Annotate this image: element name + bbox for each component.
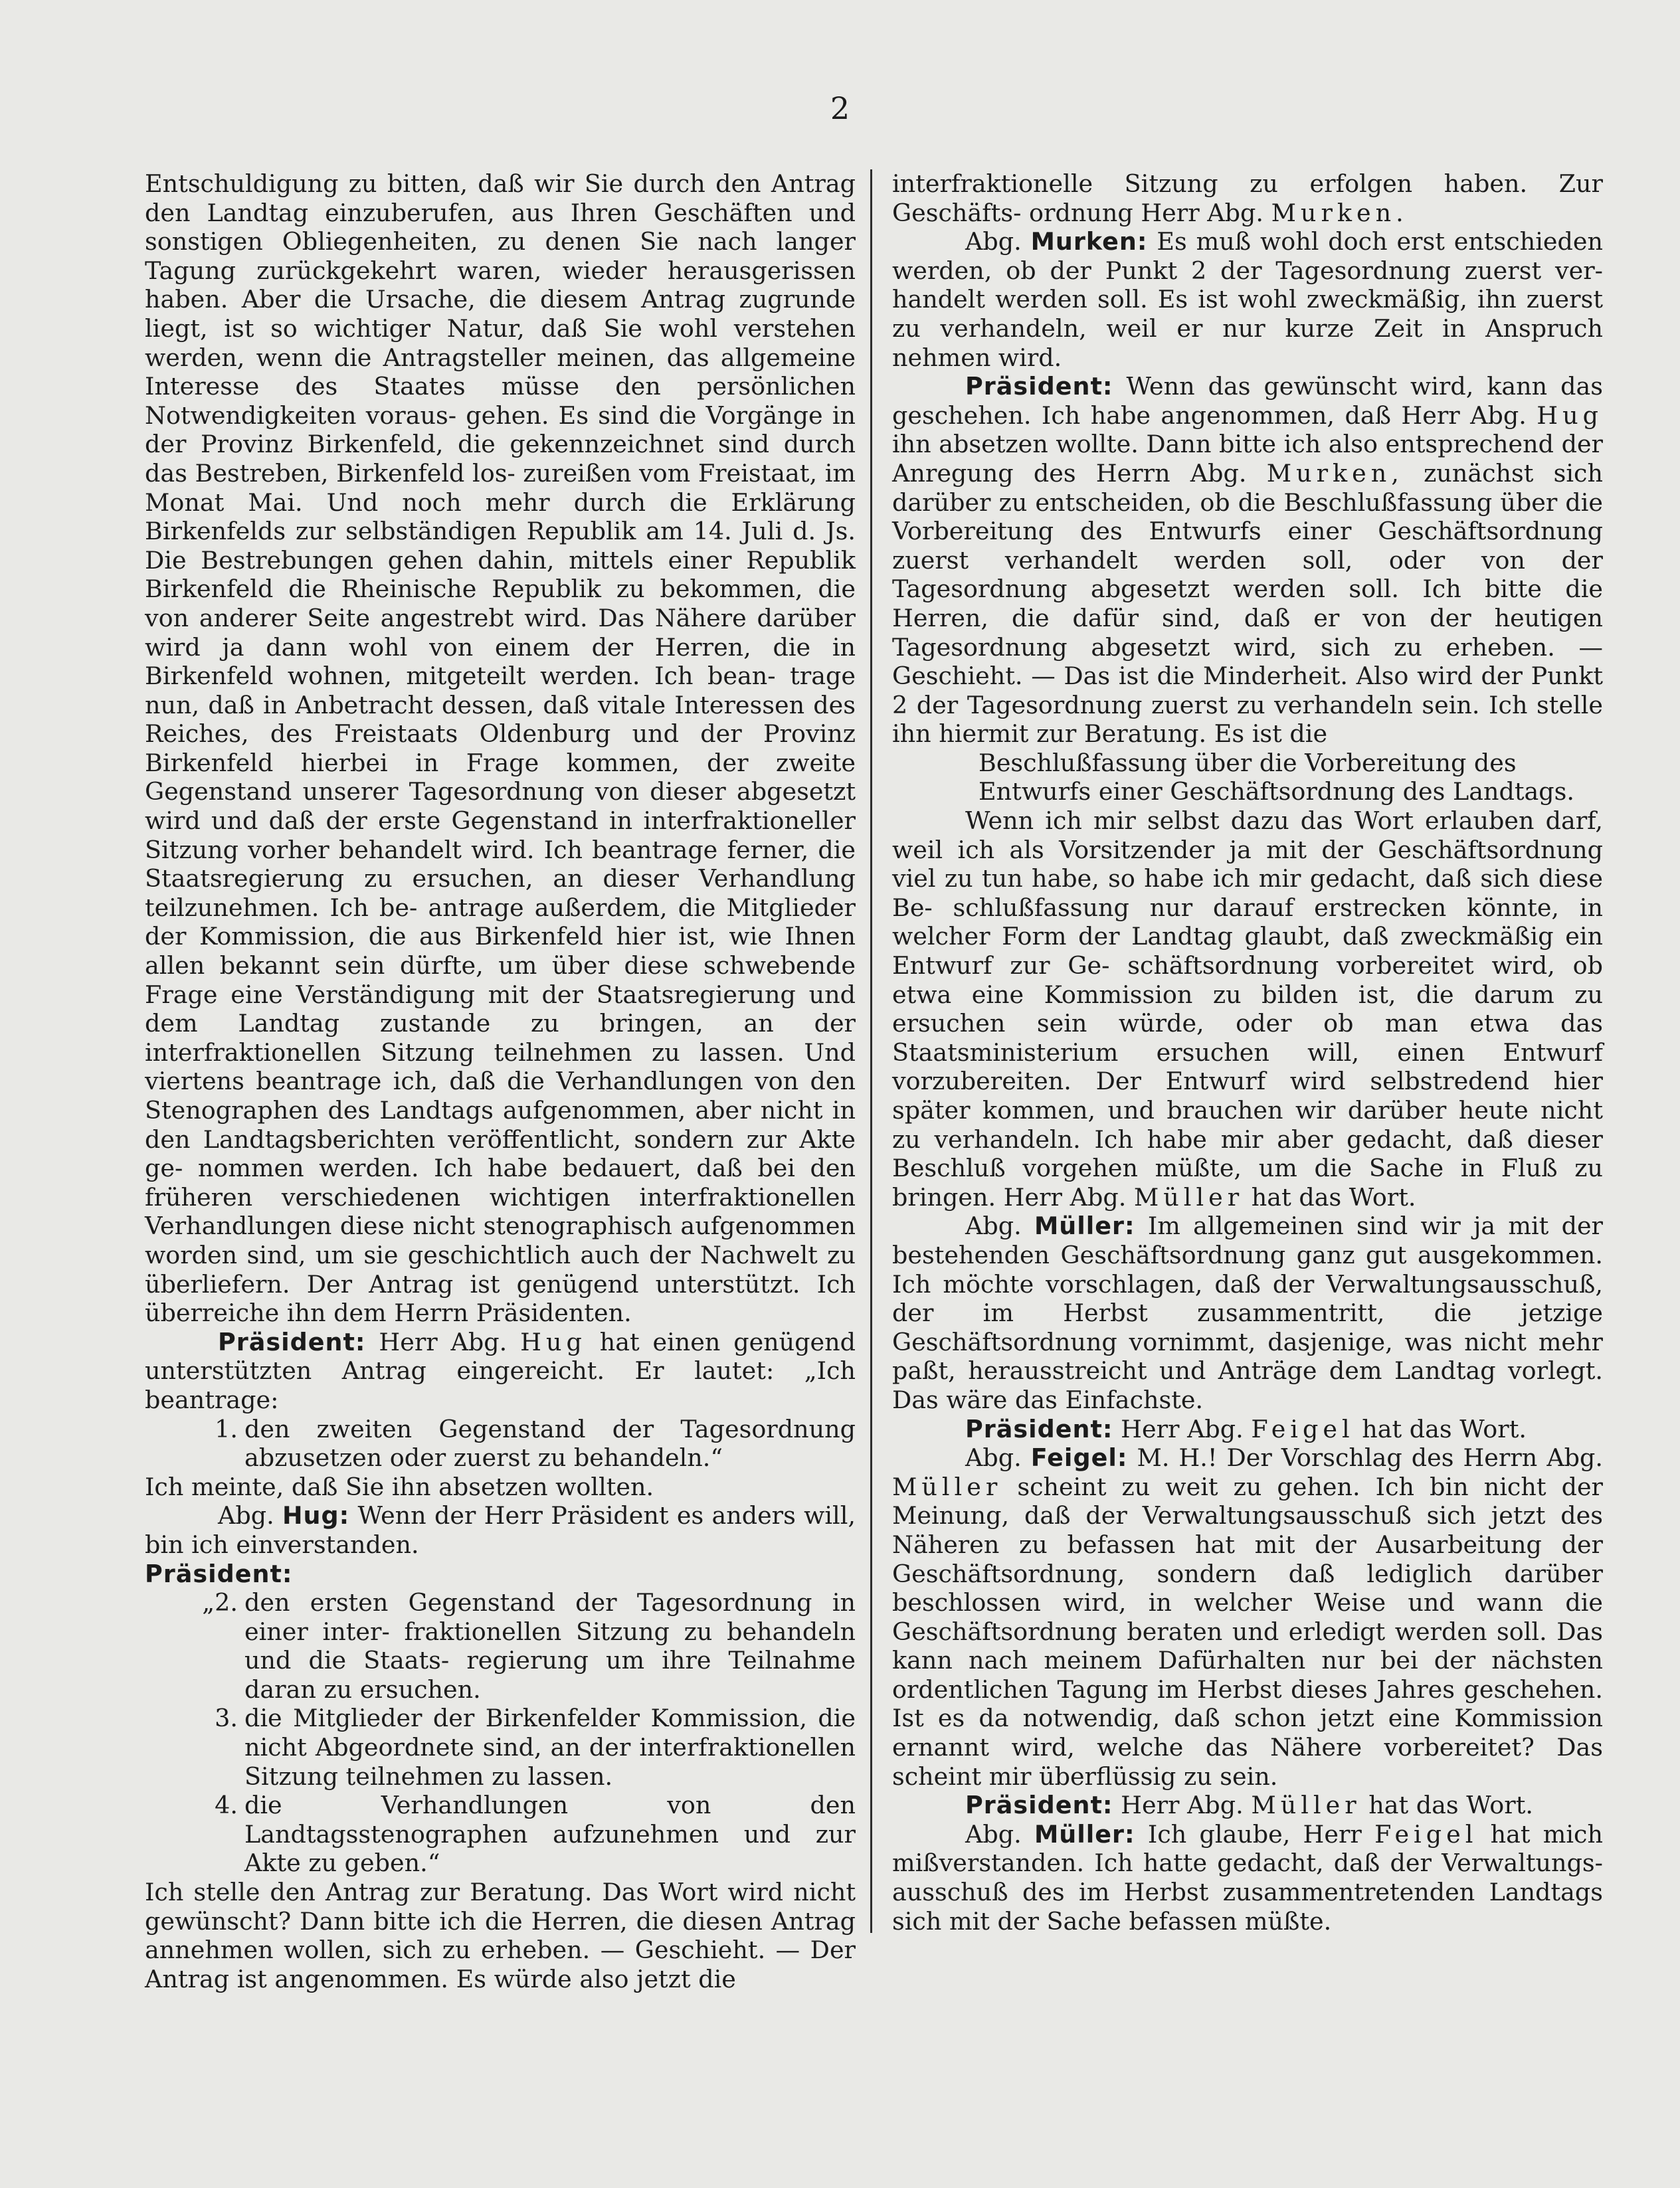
speaker-label: Müller: <box>1034 1212 1135 1241</box>
paragraph-president-1 <box>892 372 1603 749</box>
text-segment: zunächst sich darüber zu entscheiden, ob die Beschlußfassung über die Vorbereitung des Entwurfs einer Geschäftsordnung zuerst verhandelt werden soll, oder von der Tagesordnung abgesetzt werden soll. Ich bitte die Herren, die dafür sind, daß er von der heutigen Tagesordnung abgesetzt wird, sich zu erheben. — Geschieht. — Das ist die Minderheit. Also wird der Punkt 2 der Tagesordnung zuerst zu verhandeln sein. Ich stelle ihn hiermit zur Beratung. Es ist die <box>892 458 1603 749</box>
member-name: Murken, <box>1266 458 1404 488</box>
left-column <box>145 169 856 1993</box>
text-segment: hat das Wort. <box>1362 1414 1527 1443</box>
page-number: 2 <box>830 90 850 126</box>
motion-list-2 <box>145 1588 856 1878</box>
paragraph-hug-reply <box>145 1501 856 1559</box>
text-segment: hat mich mißverstanden. Ich hatte gedacht, daß der Verwaltungs- ausschuß des im Herbst zusammentretenden Landtags sich mit der Sache befassen müßte. <box>892 1819 1604 1936</box>
abg-label: Abg. <box>965 1819 1022 1849</box>
speaker-label: Murken: <box>1030 227 1148 256</box>
text-segment: interfraktionelle Sitzung zu erfolgen haben. Zur Geschäfts- ordnung Herr Abg. <box>892 169 1603 227</box>
text-segment: Im allgemeinen sind wir ja mit der bestehenden Geschäftsordnung ganz gut ausgekommen. Ich möchte vorschlagen, daß der Verwaltungsausschuß, der im Herbst zusammentritt, die jetzige Geschäftsordnung vornimmt, dasjenige, was nicht mehr paßt, herausstreicht und Anträge dem Landtag vorlegt. Das wäre das Einfachste. <box>892 1212 1604 1414</box>
member-name: Hug <box>520 1327 587 1356</box>
list-text: den zweiten Gegenstand der Tagesordnung abzusetzen oder zuerst zu behandeln.“ <box>244 1414 856 1473</box>
text-segment: Herr Abg. <box>379 1327 508 1356</box>
text-segment: Wenn das gewünscht wird, kann das geschehen. Ich habe angenommen, daß Herr Abg. <box>892 372 1603 430</box>
right-column <box>892 169 1603 1936</box>
list-number: 4. <box>215 1791 238 1820</box>
speaker-label: Präsident: <box>965 1414 1113 1443</box>
member-name: Feigel <box>1251 1414 1354 1443</box>
speaker-label: Präsident: <box>218 1327 366 1356</box>
paragraph-murken <box>892 227 1603 372</box>
paragraph-mueller-1 <box>892 1212 1603 1414</box>
member-name: Müller <box>892 1472 1002 1501</box>
list-item <box>145 1704 856 1791</box>
text-segment: Ich glaube, Herr <box>1147 1819 1362 1849</box>
paragraph-president-3 <box>892 1415 1603 1444</box>
paragraph-hug-speech: Entschuldigung zu bitten, daß wir Sie durch den Antrag den Landtag einzuberufen, aus Ihren Geschäften und sonstigen Obliegenheiten, zu denen Sie nach langer Tagung zurückgekehrt waren, wieder herausgerissen haben. Aber die Ursache, die diesem Antrag zugrunde liegt, ist so wichtiger Natur, daß Sie wohl verstehen werden, wenn die Antragsteller meinen, das allgemeine Interesse des Staates müsse den persönlichen Notwendigkeiten voraus- gehen. Es sind die Vorgänge in der Provinz Birkenfeld, die gekennzeichnet sind durch das Bestreben, Birkenfeld los- zureißen vom Freistaat, im Monat Mai. Und noch mehr durch die Erklärung Birkenfelds zur selbständigen Republik am 14. Juli d. Js. Die Bestrebungen gehen dahin, mittels einer Republik Birkenfeld die Rheinische Republik zu bekommen, die von anderer Seite angestrebt wird. Das Nähere darüber wird ja dann wohl von einem der Herren, die in Birkenfeld wohnen, mitgeteilt werden. Ich bean- trage nun, daß in Anbetracht dessen, daß vitale Interessen des Reiches, des Freistaats Oldenburg und der Provinz Birkenfeld hierbei in Frage kommen, der zweite Gegenstand unserer Tagesordnung von dieser abgesetzt wird und daß der erste Gegenstand in interfraktioneller Sitzung vorher behandelt wird. Ich beantrage ferner, die Staatsregierung zu ersuchen, an dieser Verhandlung teilzunehmen. Ich be- antrage außerdem, die Mitglieder der Kommission, die aus Birkenfeld hier ist, wie Ihnen allen bekannt sein dürfte, um über diese schwebende Frage eine Verständigung mit der Staatsregierung und dem Landtag zustande zu bringen, an der interfraktionellen Sitzung teilnehmen zu lassen. Und viertens beantrage ich, daß die Verhandlungen von den Stenographen des Landtags aufgenommen, aber nicht in den Landtagsberichten veröffentlicht, sondern zur Akte ge- nommen werden. Ich habe bedauert, daß bei den früheren verschiedenen wichtigen interfraktionellen Verhandlungen diese nicht stenographisch aufgenommen worden sind, um sie geschichtlich auch der Nachwelt zu überliefern. Der Antrag ist genügend unterstützt. Ich überreiche ihn dem Herrn Präsidenten. <box>145 169 856 1328</box>
abg-label: Abg. <box>965 1212 1022 1241</box>
list-number: 1. <box>215 1414 238 1443</box>
abg-label: Abg. <box>965 1443 1022 1473</box>
text-segment: Wenn der Herr Präsident es anders will, bin ich einverstanden. <box>145 1501 856 1559</box>
abg-label: Abg. <box>965 227 1022 256</box>
text-segment: Herr Abg. <box>1121 1791 1244 1820</box>
motion-list-1 <box>145 1415 856 1473</box>
list-text: den ersten Gegenstand der Tagesordnung in einer inter- fraktionellen Sitzung zu behandeln und die Staats- regierung um ihre Teilnahme daran zu ersuchen. <box>244 1588 856 1704</box>
text-segment: hat das Wort. <box>1251 1182 1416 1212</box>
text-segment: Wenn ich mir selbst dazu das Wort erlauben darf, weil ich als Vorsitzender ja mit der Geschäftsordnung viel zu tun habe, so habe ich mir gedacht, daß sich diese Be- schlußfassung nur darauf erstrecken könnte, in welcher Form der Landtag glaubt, daß zweckmäßig ein Entwurf zur Ge- schäftsordnung vorbereitet wird, ob etwa eine Kommission zu bilden ist, die darum zu ersuchen sein würde, oder ob man etwa das Staatsministerium ersuchen will, einen Entwurf vorzubereiten. Der Entwurf wird selbstredend hier später kommen, und brauchen wir darüber heute nicht zu verhandeln. Ich habe mir aber gedacht, daß dieser Beschluß vorgehen müßte, um die Sache in Fluß zu bringen. Herr Abg. <box>892 806 1603 1212</box>
paragraph-continuation <box>892 169 1603 227</box>
member-name: Hug <box>1537 401 1603 430</box>
text-segment: Herr Abg. <box>1121 1414 1244 1443</box>
text-segment: scheint zu weit zu gehen. Ich bin nicht der Meinung, daß der Verwaltungsausschuß sich jetzt des Näheren zu befassen hat mit der Ausarbeitung der Geschäftsordnung, sondern daß lediglich darüber beschlossen wird, in welcher Weise und wann die Geschäftsordnung beraten und erledigt werden soll. Das kann nach meinem Dafürhalten nur bei der nächsten ordentlichen Tagung im Herbst dieses Jahres geschehen. Ist es da notwendig, daß schon jetzt eine Kommission ernannt wird, welche das Nähere vorbereitet? Das scheint mir überflüssig zu sein. <box>892 1472 1604 1791</box>
paragraph-president-remark: Ich meinte, daß Sie ihn absetzen wollten. <box>145 1472 654 1501</box>
speaker-label: Müller: <box>1034 1819 1135 1849</box>
speaker-label: Präsident: <box>965 1791 1113 1820</box>
speaker-label: Feigel: <box>1030 1443 1128 1473</box>
list-item <box>145 1791 856 1878</box>
member-name: Müller <box>1133 1182 1244 1212</box>
paragraph-president-vote: Ich stelle den Antrag zur Beratung. Das Wort wird nicht gewünscht? Dann bitte ich die Herren, die diesen Antrag annehmen wollen, sich zu erheben. — Geschieht. — Der Antrag ist angenommen. Es würde also jetzt die <box>145 1878 856 1993</box>
abg-label: Abg. <box>218 1501 274 1530</box>
member-name: Feigel <box>1374 1819 1478 1849</box>
agenda-item: Beschlußfassung über die Vorbereitung des Entwurfs einer Geschäftsordnung des Landtags. <box>979 748 1574 806</box>
text-segment: hat das Wort. <box>1368 1791 1533 1820</box>
paragraph-president-4 <box>892 1791 1603 1820</box>
text-segment: ihn absetzen wollte. Dann bitte ich also entsprechend der Anregung des Herrn Abg. <box>892 430 1603 488</box>
list-item <box>145 1415 856 1473</box>
list-text: die Verhandlungen von den Landtagsstenographen aufzunehmen und zur Akte zu geben.“ <box>244 1791 856 1878</box>
text-segment: Es muß wohl doch erst entschieden werden, ob der Punkt 2 der Tagesordnung zuerst ver- handelt werden soll. Es ist wohl zweckmäßig, ihn zuerst zu verhandeln, weil er nur kurze Zeit in Anspruch nehmen wird. <box>892 227 1603 372</box>
paragraph-mueller-2 <box>892 1820 1603 1936</box>
speaker-label: Präsident: <box>965 372 1113 401</box>
list-number: „2. <box>202 1588 238 1617</box>
list-item <box>145 1588 856 1704</box>
member-name: Müller <box>1251 1791 1361 1820</box>
list-number: 3. <box>215 1704 238 1733</box>
paragraph-president-motion <box>145 1328 856 1415</box>
column-divider <box>870 169 872 1933</box>
list-text: die Mitglieder der Birkenfelder Kommission, die nicht Abgeordnete sind, an der interfraktionellen Sitzung teilnehmen zu lassen. <box>244 1704 856 1791</box>
paragraph-feigel <box>892 1443 1603 1791</box>
speaker-label: Hug: <box>282 1501 350 1530</box>
member-name: Murken. <box>1271 198 1408 227</box>
paragraph-president-2 <box>892 806 1603 1212</box>
president-heading: Präsident: <box>145 1559 293 1588</box>
text-segment: hat einen genügend unterstützten Antrag eingereicht. Er lautet: „Ich beantrage: <box>145 1327 856 1414</box>
text-segment: M. H.! Der Vorschlag des Herrn Abg. <box>1137 1443 1604 1473</box>
